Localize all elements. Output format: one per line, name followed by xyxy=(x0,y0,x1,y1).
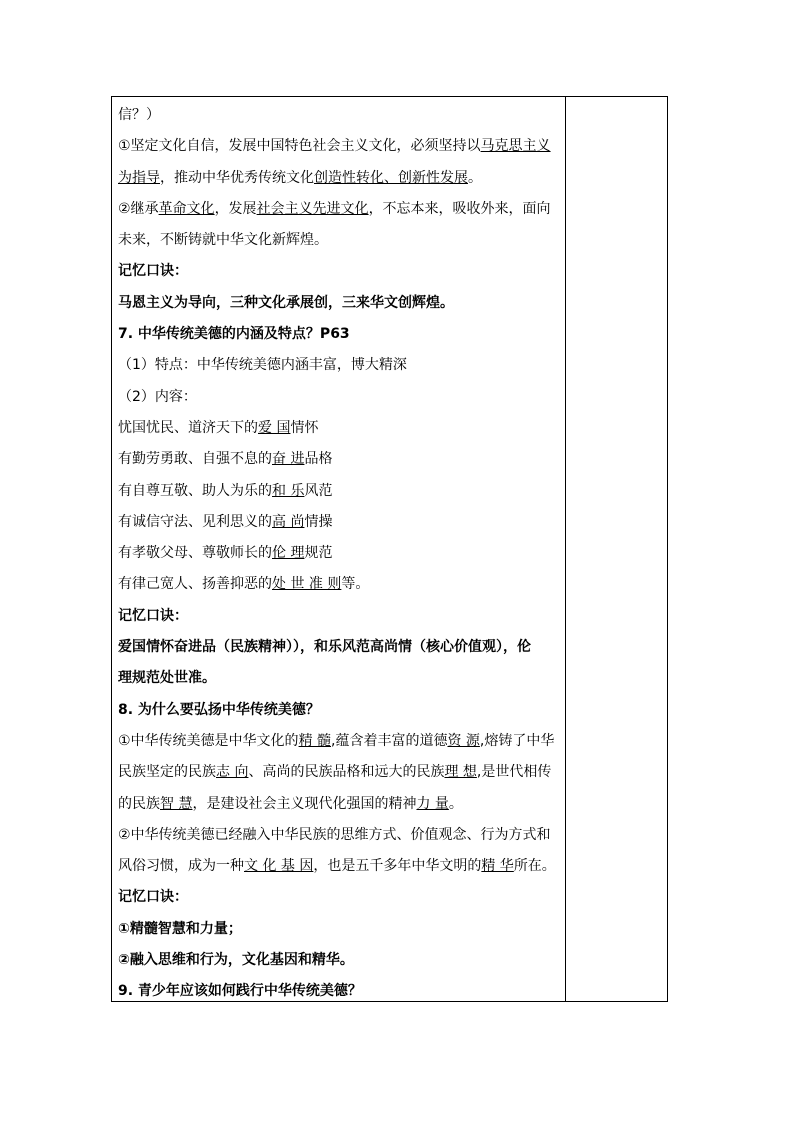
bold-text-line xyxy=(118,914,558,945)
text-line xyxy=(118,163,558,194)
text-line xyxy=(118,569,558,600)
text-segment: 有勤劳勇敢、自强不息的 xyxy=(118,451,272,468)
underlined-answer: 和 乐 xyxy=(272,482,305,499)
text-segment: ,是世代相传 xyxy=(476,764,552,781)
bold-text-line xyxy=(118,976,558,1007)
text-line xyxy=(118,789,558,820)
text-segment: ，不忘本来，吸收外来，面向 xyxy=(368,200,551,217)
text-segment: 有孝敬父母、尊敬师长的 xyxy=(118,545,272,562)
underlined-answer: 高 尚 xyxy=(272,513,305,530)
bold-text-line xyxy=(118,256,558,287)
text-segment: 风范 xyxy=(304,482,333,499)
text-segment: ②中华传统美德已经融入中华民族的思维方式、价值观念、行为方式和 xyxy=(118,826,551,843)
text-segment: ②融入思维和行为，文化基因和精华。 xyxy=(118,952,354,969)
bold-text-line xyxy=(118,632,558,663)
text-line xyxy=(118,757,558,788)
bold-text-line xyxy=(118,601,558,632)
text-segment: ，也是五千多年中华文明的 xyxy=(313,858,482,875)
text-line xyxy=(118,225,558,256)
underlined-answer: 资 源 xyxy=(447,732,480,749)
text-segment: 信？） xyxy=(118,107,160,123)
text-segment: ，发展 xyxy=(214,200,257,217)
right-column-divider xyxy=(565,97,566,1001)
bold-text-line xyxy=(118,288,558,319)
bold-text-line xyxy=(118,882,558,913)
text-line xyxy=(118,444,558,475)
text-segment: 8. 为什么要弘扬中华传统美德？ xyxy=(118,701,320,718)
underlined-answer: 精 华 xyxy=(481,858,514,875)
text-segment: ①坚定文化自信，发展中国特色社会主义文化，必须坚持以 xyxy=(118,138,481,155)
content-cell xyxy=(118,100,558,1008)
bold-text-line xyxy=(118,319,558,350)
text-segment: 品格 xyxy=(304,451,333,468)
text-segment: 民族坚定的民族 xyxy=(118,764,216,781)
text-segment: 等。 xyxy=(341,576,370,593)
text-line xyxy=(118,350,558,381)
underlined-answer: 文 化 基 因 xyxy=(244,858,314,875)
underlined-answer: 力 量 xyxy=(416,795,449,812)
text-line xyxy=(118,820,558,851)
underlined-answer: 智 慧 xyxy=(160,795,193,812)
text-segment: 爱国情怀奋进品（民族精神）），和乐风范高尚情（核心价值观），伦 xyxy=(118,639,531,656)
underlined-answer: 社会主义先进文化 xyxy=(256,200,369,217)
text-line xyxy=(118,413,558,444)
text-segment: 情怀 xyxy=(290,419,319,436)
text-segment: 有律己宽人、扬善抑恶的 xyxy=(118,576,272,593)
text-segment: 忧国忧民、道济天下的 xyxy=(118,419,258,436)
text-segment: 9. 青少年应该如何践行中华传统美德？ xyxy=(118,983,362,1000)
underlined-answer: 处 世 准 则 xyxy=(272,576,342,593)
text-line xyxy=(118,538,558,569)
text-segment: 。 xyxy=(448,795,463,812)
text-segment: ，是建设社会主义现代化强国的精神 xyxy=(192,795,417,812)
text-segment: ,熔铸了中华 xyxy=(479,732,555,749)
underlined-answer: 理 想 xyxy=(444,764,477,781)
underlined-answer: 精 髓 xyxy=(298,732,332,749)
text-segment: 未来，不断铸就中华文化新辉煌。 xyxy=(118,232,328,249)
underlined-answer: 为指导 xyxy=(118,169,160,186)
document-table xyxy=(111,96,668,1002)
text-segment: 马恩主义为导向，三种文化承展创，三来华文创辉煌。 xyxy=(118,294,454,311)
text-segment: ，推动中华优秀传统文化 xyxy=(160,169,314,186)
underlined-answer: 马克思主义 xyxy=(480,138,551,155)
text-segment: 情操 xyxy=(304,513,333,530)
text-segment: 所在。 xyxy=(513,858,556,875)
text-segment: ①精髓智慧和力量； xyxy=(118,920,242,937)
bold-text-line xyxy=(118,695,558,726)
text-segment: （1）特点：中华传统美德内涵丰富，博大精深 xyxy=(118,357,407,374)
underlined-answer: 伦 理 xyxy=(272,545,305,562)
text-segment: 有自尊互敬、助人为乐的 xyxy=(118,482,272,499)
underlined-answer: 创造性转化、创新性发展 xyxy=(314,169,468,186)
bold-text-line xyxy=(118,945,558,976)
text-segment: 理规范处世准。 xyxy=(118,670,216,687)
text-segment: 记忆口诀： xyxy=(118,263,188,280)
underlined-answer: 志 向 xyxy=(216,764,249,781)
underlined-answer: 爱 国 xyxy=(258,419,291,436)
text-segment: 。 xyxy=(468,169,482,186)
text-segment: 规范 xyxy=(304,545,333,562)
text-line xyxy=(118,726,558,757)
text-line xyxy=(118,476,558,507)
text-line xyxy=(118,100,558,131)
text-segment: ②继承 xyxy=(118,200,159,217)
underlined-answer: 奋 进 xyxy=(272,451,305,468)
text-segment: （2）内容： xyxy=(118,388,197,405)
text-segment: 的民族 xyxy=(118,795,160,812)
text-line xyxy=(118,382,558,413)
text-segment: 、高尚的民族品格和远大的民族 xyxy=(248,764,445,781)
text-segment: ①中华传统美德是中华文化的 xyxy=(118,732,299,749)
text-segment: 记忆口诀： xyxy=(118,607,188,624)
text-segment: 7. 中华传统美德的内涵及特点？P63 xyxy=(118,326,350,343)
text-segment: 有诚信守法、见利思义的 xyxy=(118,513,272,530)
text-line xyxy=(118,851,558,882)
text-line xyxy=(118,507,558,538)
text-segment: 记忆口诀： xyxy=(118,889,188,906)
text-segment: ,蕴含着丰富的道德 xyxy=(331,732,448,749)
underlined-answer: 革命文化 xyxy=(158,200,215,217)
text-line xyxy=(118,131,558,162)
text-segment: 风俗习惯，成为一种 xyxy=(118,858,244,875)
bold-text-line xyxy=(118,663,558,694)
text-line xyxy=(118,194,558,225)
